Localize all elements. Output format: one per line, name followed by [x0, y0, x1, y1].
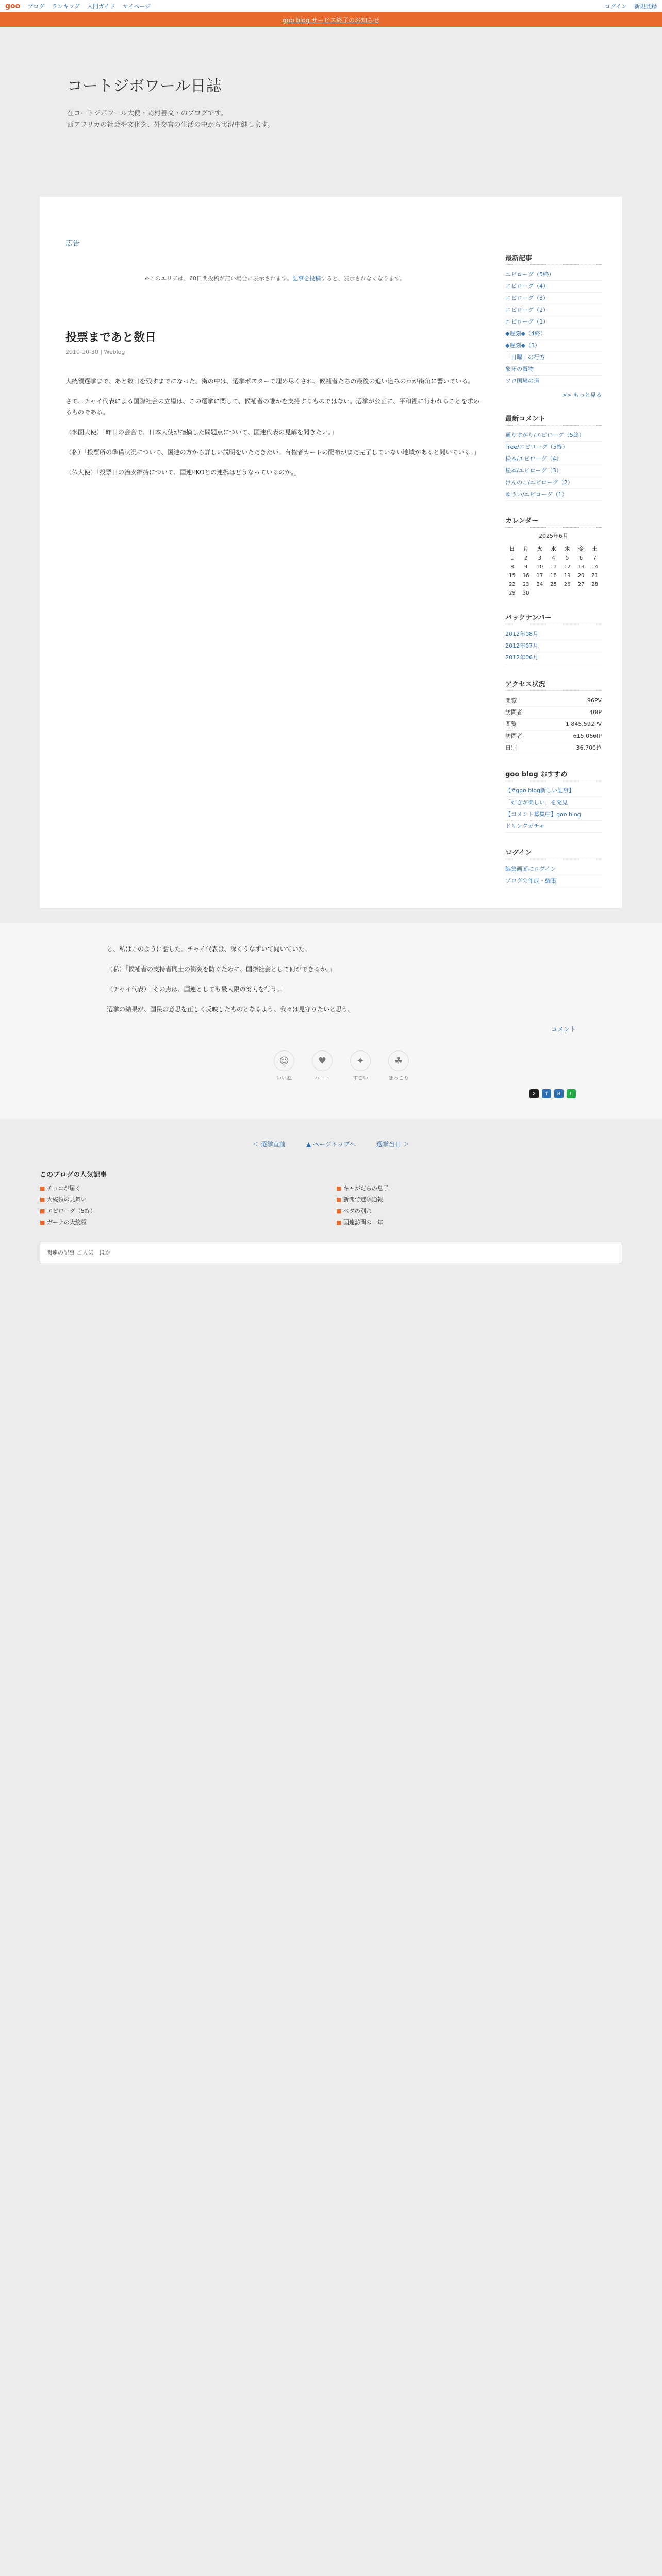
recent-entries-list — [505, 269, 602, 387]
goo-blog-recommend-heading: goo blog おすすめ — [505, 769, 602, 781]
reaction-icon: ♥ — [312, 1050, 333, 1071]
share-hatena-icon[interactable]: B — [554, 1089, 564, 1098]
recent-entry-link[interactable]: ソロ国境の道 — [505, 378, 540, 384]
calendar-day[interactable]: 4 — [552, 555, 555, 561]
next-entry-link[interactable]: 選挙当日 ＞ — [376, 1141, 409, 1148]
recent-entry-link[interactable]: 「日曜」の行方 — [505, 354, 545, 361]
recent-entry-item[interactable] — [505, 328, 602, 340]
recent-entry-item[interactable] — [505, 269, 602, 281]
calendar-day[interactable]: 8 — [510, 564, 514, 570]
recent-comment-link[interactable]: Tree/エピローグ（5終） — [505, 444, 568, 450]
calendar-day[interactable]: 15 — [509, 573, 516, 579]
calendar-day[interactable]: 20 — [577, 573, 585, 579]
recommend-item[interactable] — [505, 809, 602, 821]
access-stats — [505, 695, 602, 754]
recent-entry-item[interactable] — [505, 281, 602, 293]
footer-nav — [0, 1140, 662, 1148]
related-box: 関連の記事 ご人気 ほか — [40, 1242, 622, 1263]
calendar-day[interactable]: 26 — [564, 582, 571, 587]
stat-label: 日別 — [505, 744, 517, 751]
recent-comment-item[interactable] — [505, 477, 602, 489]
calendar-weekday: 金 — [578, 547, 584, 552]
access-stat-row — [505, 695, 602, 707]
backnumber-list — [505, 629, 602, 664]
stat-label: 閲覧 — [505, 721, 517, 727]
calendar-day[interactable]: 18 — [550, 573, 557, 579]
recent-entry-link[interactable]: エピローグ（2） — [505, 307, 549, 313]
post-article-link[interactable]: 記事を投稿 — [292, 275, 321, 282]
popular-entries-grid — [40, 1184, 622, 1226]
topbar-link-guide[interactable]: 入門ガイド — [87, 3, 115, 10]
stat-label: 閲覧 — [505, 697, 517, 704]
recent-entry-link[interactable]: ◆遅刻◆（3） — [505, 342, 540, 349]
reaction-icon: ☘ — [388, 1050, 409, 1071]
topbar-link-ranking[interactable]: ランキング — [52, 3, 80, 10]
calendar-day[interactable]: 12 — [564, 564, 571, 570]
calendar-heading: カレンダー — [505, 515, 602, 528]
backnumber-link[interactable]: 2012年07月 — [505, 642, 539, 649]
popular-entry[interactable]: ■ 大統領の見舞い — [40, 1195, 326, 1204]
service-notice-bar — [0, 12, 662, 27]
blog-description: 在コートジボワール大使・岡村善文・のブログです。 西アフリカの社会や文化を、外交官の生活の中から実況中継します。 — [67, 110, 274, 129]
reaction-label: すごい — [353, 1076, 368, 1081]
popular-entry[interactable]: ■ 新聞で選挙通報 — [336, 1195, 622, 1204]
access-heading: アクセス状況 — [505, 679, 602, 691]
recent-comment-item[interactable] — [505, 489, 602, 501]
reactions-bar — [107, 1050, 576, 1084]
recent-comment-item[interactable] — [505, 453, 602, 465]
access-stat-row — [505, 707, 602, 719]
recent-comment-link[interactable]: ゆうい/エピローグ（1） — [505, 491, 568, 498]
note-suffix: すると、表示されなくなります。 — [321, 275, 406, 282]
recent-entry-link[interactable]: エピローグ（5終） — [505, 271, 555, 278]
share-facebook-icon[interactable]: f — [542, 1089, 551, 1098]
share-x-icon[interactable]: X — [529, 1089, 539, 1098]
recent-entry-item[interactable] — [505, 340, 602, 352]
ad-label: 広告 — [65, 240, 80, 248]
recommend-link[interactable]: 【コメント募集中】goo blog — [505, 811, 581, 818]
recent-entry-link[interactable]: ◆遅刻◆（4終） — [505, 330, 546, 337]
calendar-day[interactable]: 3 — [538, 555, 542, 561]
access-stat-row — [505, 719, 602, 731]
recent-entry-item[interactable] — [505, 364, 602, 376]
popular-entry[interactable]: ■ 国連訪問の一年 — [336, 1218, 622, 1226]
login-item[interactable] — [505, 875, 602, 887]
popular-entry[interactable]: ■ ペタの別れ — [336, 1207, 622, 1215]
recent-more-link[interactable]: >> もっと見る — [562, 392, 602, 398]
page-top-link[interactable]: ▲ ページトップへ — [306, 1141, 356, 1148]
popular-entry[interactable]: ■ キャがだらの息子 — [336, 1184, 622, 1192]
backnumber-item[interactable] — [505, 640, 602, 652]
recent-comment-item[interactable] — [505, 442, 602, 453]
calendar-day — [547, 589, 560, 598]
calendar-day — [588, 589, 602, 598]
calendar-day[interactable]: 14 — [591, 564, 599, 570]
entry-meta: 2010-10-30 | Weblog — [65, 349, 125, 355]
calendar-day — [560, 589, 574, 598]
entry-paragraph: と、私はこのように話した。チャイ代表は、深くうなずいて聞いていた。 — [107, 945, 311, 953]
recent-entry-item[interactable] — [505, 293, 602, 304]
entry-paragraph: （私）「投票所の準備状況について、国連の方から詳しい説明をいただきたい。有権者カードの配布がまだ完了していない地域があると聞いている。」 — [65, 449, 480, 456]
recent-comments-heading: 最新コメント — [505, 413, 602, 426]
reaction-button[interactable] — [272, 1050, 296, 1084]
recommend-item[interactable] — [505, 821, 602, 833]
stat-value: 36,700位 — [576, 744, 602, 751]
recommend-link[interactable]: 「好きが楽しい」を発見 — [505, 799, 568, 806]
entry-paragraph: 大統領選挙まで、あと数日を残すまでになった。街の中は、選挙ポスターで埋め尽くされ、候補者たちの最後の追い込みの声が街角に響いている。 — [65, 378, 474, 385]
entry-continuation — [40, 923, 622, 1119]
calendar-day[interactable]: 10 — [536, 564, 543, 570]
stat-value: 96PV — [587, 697, 602, 704]
main-column — [65, 238, 485, 887]
recent-comment-link[interactable]: 通りすがり/エピローグ（5終） — [505, 432, 585, 438]
backnumber-item[interactable] — [505, 629, 602, 640]
recent-comment-link[interactable]: 松本/エピローグ（3） — [505, 467, 562, 474]
recent-comment-item[interactable] — [505, 465, 602, 477]
recent-entry-link[interactable]: エピローグ（1） — [505, 318, 549, 325]
top-bar — [0, 0, 662, 12]
calendar-day[interactable]: 24 — [536, 582, 543, 587]
reaction-label: ほっこり — [388, 1076, 409, 1081]
backnumber-item[interactable] — [505, 652, 602, 664]
calendar-day[interactable]: 7 — [593, 555, 597, 561]
calendar-day[interactable]: 19 — [564, 573, 571, 579]
calendar-day — [574, 589, 588, 598]
backnumber-heading: バックナンバー — [505, 612, 602, 624]
stat-label: 訪問者 — [505, 709, 523, 716]
access-stat-row — [505, 742, 602, 754]
recent-comment-link[interactable]: 松本/エピローグ（4） — [505, 455, 562, 462]
calendar-day[interactable]: 27 — [577, 582, 585, 587]
blog-header — [0, 27, 662, 197]
popular-entry[interactable]: ■ エピローグ（5終） — [40, 1207, 326, 1215]
login-link[interactable]: ブログの作成・編集 — [505, 877, 557, 884]
recent-entry-link[interactable]: エピローグ（4） — [505, 283, 549, 290]
recommend-item[interactable] — [505, 785, 602, 797]
page-content — [40, 197, 622, 908]
calendar-day[interactable]: 30 — [522, 590, 529, 596]
reaction-icon: ☺ — [274, 1050, 294, 1071]
recent-comment-item[interactable] — [505, 430, 602, 442]
reaction-button[interactable] — [387, 1050, 410, 1084]
calendar-weekday: 木 — [565, 547, 570, 552]
stat-value: 615,066IP — [573, 733, 602, 739]
calendar-weekday: 土 — [592, 547, 598, 552]
topbar-link-mypage[interactable]: マイページ — [122, 3, 151, 10]
recent-entries-heading: 最新記事 — [505, 252, 602, 265]
calendar-day[interactable]: 23 — [522, 582, 529, 587]
login-link[interactable]: ログイン — [604, 3, 627, 10]
calendar-weekday: 日 — [509, 547, 515, 552]
reaction-icon: ✦ — [350, 1050, 371, 1071]
entry-paragraph: （私）「候補者の支持者同士の衝突を防ぐために、国際社会として何ができるか。」 — [107, 965, 336, 973]
calendar-day[interactable]: 5 — [566, 555, 569, 561]
recent-entry-link[interactable]: エピローグ（3） — [505, 295, 549, 301]
login-list — [505, 863, 602, 887]
calendar-weekday: 火 — [537, 547, 542, 552]
recent-entry-item[interactable] — [505, 304, 602, 316]
recent-entry-item[interactable] — [505, 352, 602, 364]
recommend-link[interactable]: 【#goo blog新しい記事】 — [505, 787, 574, 794]
popular-entry[interactable]: ■ チョコが届く — [40, 1184, 326, 1192]
calendar-weekday: 水 — [551, 547, 556, 552]
calendar-day[interactable]: 11 — [550, 564, 557, 570]
entry-paragraph: 選挙の結果が、国民の意思を正しく反映したものとなるよう、我々は見守りたいと思う。 — [107, 1006, 355, 1013]
calendar-day[interactable]: 9 — [524, 564, 528, 570]
calendar-weekday: 月 — [523, 547, 529, 552]
access-stat-row — [505, 731, 602, 742]
calendar-day[interactable]: 6 — [579, 555, 583, 561]
backnumber-link[interactable]: 2012年08月 — [505, 631, 539, 637]
calendar-day[interactable]: 28 — [591, 582, 599, 587]
goo-logo[interactable]: goo — [5, 2, 21, 10]
note-prefix: ※このエリアは、60日間投稿が無い場合に表示されます。 — [144, 275, 293, 282]
calendar-day[interactable]: 25 — [550, 582, 557, 587]
backnumber-link[interactable]: 2012年06月 — [505, 654, 539, 661]
entry-title[interactable]: 投票まであと数日 — [65, 331, 157, 344]
calendar-table — [505, 543, 602, 598]
entry-continuation-band — [0, 923, 662, 1119]
entry-paragraph: （米国大使）「昨日の会合で、日本大使が指摘した問題点について、国連代表の見解を聞きたい。」 — [65, 429, 338, 436]
signup-link[interactable]: 新規登録 — [634, 3, 657, 10]
comment-link[interactable]: コメント — [551, 1026, 576, 1033]
reaction-button[interactable] — [349, 1050, 372, 1084]
entry-paragraph: さて、チャイ代表による国際社会の立場は、この選挙に関して、候補者の誰かを支持するものではない。選挙が公正に、平和裡に行われることを求めるものである。 — [65, 398, 480, 416]
calendar-day[interactable]: 16 — [522, 573, 529, 579]
login-heading: ログイン — [505, 847, 602, 859]
stat-value: 40IP — [589, 709, 602, 716]
topbar-link-blog[interactable]: ブログ — [27, 3, 45, 10]
recommend-link[interactable]: ドリンクガチャ — [505, 823, 545, 829]
calendar-day[interactable]: 13 — [577, 564, 585, 570]
calendar-day[interactable]: 22 — [509, 582, 516, 587]
calendar-month: 2025年6月 — [539, 533, 569, 539]
reaction-label: ハート — [315, 1076, 330, 1081]
sidebar — [505, 238, 602, 887]
calendar-day[interactable]: 17 — [536, 573, 543, 579]
inactivity-note — [65, 274, 485, 282]
popular-entries — [40, 1169, 622, 1226]
entry-paragraph: （仏大使）「投票日の治安維持について、国連PKOとの連携はどうなっているのか。」 — [65, 469, 301, 476]
recommend-item[interactable] — [505, 797, 602, 809]
goo-blog-recommend-list — [505, 785, 602, 833]
calendar-day — [533, 589, 547, 598]
recent-comment-link[interactable]: けんのこ/エピローグ（2） — [505, 479, 573, 486]
calendar-day[interactable]: 29 — [509, 590, 516, 596]
recent-entry-link[interactable]: 象牙の置物 — [505, 366, 534, 372]
stat-value: 1,845,592PV — [565, 721, 602, 727]
calendar-day[interactable]: 2 — [524, 555, 528, 561]
entry-paragraph: （チャイ代表）「その点は、国連としても最大限の努力を行う。」 — [107, 986, 286, 993]
entry-pager — [0, 1140, 662, 1148]
login-item[interactable] — [505, 863, 602, 875]
stat-label: 訪問者 — [505, 733, 523, 739]
service-notice-link[interactable]: goo blog サービス終了のお知らせ — [283, 16, 379, 24]
share-buttons — [107, 1089, 576, 1098]
reaction-label: いいね — [276, 1076, 292, 1081]
entry-body — [65, 376, 485, 478]
recent-entry-item[interactable] — [505, 316, 602, 328]
popular-entries-heading: このブログの人気記事 — [40, 1171, 107, 1179]
blog-title[interactable]: コートジボワール日誌 — [67, 77, 222, 95]
prev-entry-link[interactable]: ＜ 選挙直前 — [253, 1141, 286, 1148]
share-line-icon[interactable]: L — [567, 1089, 576, 1098]
calendar-day[interactable]: 21 — [591, 573, 599, 579]
recent-entry-item[interactable] — [505, 376, 602, 387]
popular-entry[interactable]: ■ ガーナの大統領 — [40, 1218, 326, 1226]
reaction-button[interactable] — [310, 1050, 334, 1084]
login-link[interactable]: 編集画面にログイン — [505, 866, 556, 872]
recent-comments-list — [505, 430, 602, 501]
calendar-day[interactable]: 1 — [510, 555, 514, 561]
